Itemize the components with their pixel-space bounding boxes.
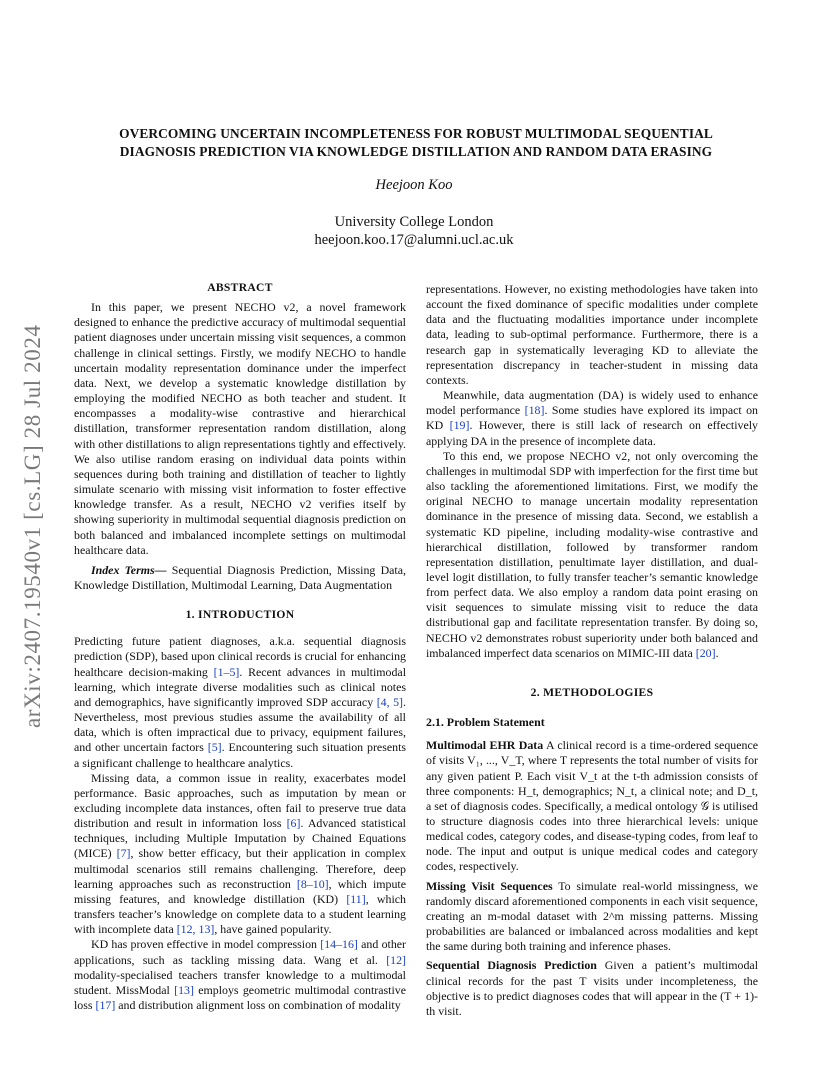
citation-link[interactable]: [1–5]	[213, 664, 240, 679]
citation-link[interactable]: [11]	[346, 891, 366, 906]
intro-p2-text-d: , which impute missing features, and knowledge distillation (KD)	[74, 876, 406, 906]
right-column	[426, 282, 758, 1019]
citation-link[interactable]: [7]	[116, 846, 131, 861]
right-paragraph-2	[426, 388, 758, 449]
abstract-heading: ABSTRACT	[207, 281, 273, 294]
intro-p1-text-a: Predicting future patient diagnoses, a.k.a. sequential diagnosis prediction (SDP), based upon clinical records is crucial for enhancing healthcare decision-making	[74, 634, 406, 679]
citation-link[interactable]: [6]	[286, 816, 301, 831]
index-terms-label: Index Terms—	[91, 562, 167, 577]
intro-paragraph-1	[74, 634, 406, 770]
missing-visit-paragraph	[426, 879, 758, 955]
citation-link[interactable]: [20]	[695, 645, 716, 660]
title-line-2: DIAGNOSIS PREDICTION VIA KNOWLEDGE DISTILLATION AND RANDOM DATA ERASING	[119, 143, 713, 159]
intro-p3-text-d: employs geometric multimodal contrastive loss	[74, 982, 406, 1013]
title-line-1: OVERCOMING UNCERTAIN INCOMPLETENESS FOR ROBUST MULTIMODAL SEQUENTIAL	[119, 126, 713, 141]
affiliation: University College London	[334, 214, 494, 230]
intro-p2-text-b: . Advanced statistical techniques, including Multiple Imputation by Chained Equations (MICE)	[74, 816, 406, 861]
intro-p2-text-a: Missing data, a common issue in reality, exacerbates model performance. Basic approaches, such as imputation by mean or excluding incomplete data instances, often fail to preserve true data distribution and result in information loss	[74, 770, 406, 831]
citation-link[interactable]: [12]	[386, 952, 406, 967]
right-paragraph-1: representations. However, no existing methodologies have taken into account the fixed dominance of specific modalities under complete data and the fluctuating modalities importance under incomplete data, leading to sub-optimal performance. Furthermore, there is a research gap in systematically leveraging KD to alleviate the representation discrepancy in teacher-student in missing data contexts.	[426, 282, 758, 387]
intro-p1-text-c: . Nevertheless, most previous studies assume the availability of all data, which is often impractical due to privacy, equipment failures, and other uncertain factors	[74, 694, 406, 755]
missing-visit-text: To simulate real-world missingness, we randomly discard aforementioned components in each visit sequence, creating an m-modal dataset with 2^m missing patterns. Missing probabilities are balanced or imbalanced across modalities and kept the same during both training and inference phases.	[426, 878, 758, 954]
ehr-text: A clinical record is a time-ordered sequence of visits V₁, ..., V_T, where T represents the total number of visits for any given patient P. Each visit V_t at the t-th admission consists of three components: H_t, demographics; N_t, a clinical note; and D_t, a set of diagnosis codes. Specifically, a medical ontology 𝒢 is utilised to structure diagnosis codes into three hierarchical levels: unique medical codes, category codes, and disease-typing codes, from leaf to node. The input and output is unique medical codes and category codes, respectively.	[426, 738, 758, 874]
citation-link[interactable]: [4, 5]	[376, 694, 404, 709]
citation-link[interactable]: [14–16]	[320, 937, 358, 952]
right-p3-text-a: To this end, we propose NECHO v2, not only overcoming the challenges in multimodal SDP with imperfection for the first time but also tackling the aforementioned limitations. First, we modify the original NECHO to manage uncertain modality representation dominance in the presence of missing data. Second, we establish a systematic KD pipeline, including modality-wise contrastive and hierarchical distillation, followed by transformer random representation distillation, penultimate layer distillation, and dual-level logit distillation, to fully transfer teacher’s semantic knowledge from perfect data. We also employ a random data point erasing on visit sequences to simulate missing visit to reduce the data distributional gap and facilitate representation transfer. By doing so, NECHO v2 demonstrates robust superiority under both balanced and imbalanced imperfect data scenarios on MIMIC-III data	[426, 448, 758, 660]
right-p2-text-c: . However, there is still lack of research on effectively applying DA in the presence of incomplete data.	[426, 418, 758, 448]
right-p3-text-b: .	[715, 645, 719, 660]
email: heejoon.koo.17@alumni.ucl.ac.uk	[314, 232, 514, 248]
intro-p1-text-d: . Encountering such situation presents a significant challenge to healthcare analytics.	[74, 740, 406, 770]
sdp-paragraph	[426, 958, 758, 1019]
intro-p3-text-b: and other applications, such as tackling missing data. Wang et al.	[74, 937, 407, 967]
intro-paragraph-3	[74, 937, 406, 1013]
methodologies-heading: 2. METHODOLOGIES	[530, 685, 654, 699]
sdp-label: Sequential Diagnosis Prediction	[426, 958, 597, 973]
citation-link[interactable]: [19]	[449, 418, 470, 433]
intro-p3-text-a: KD has proven effective in model compression	[91, 937, 321, 952]
abstract-text: In this paper, we present NECHO v2, a novel framework designed to enhance the predictive accuracy of multimodal sequential patient diagnoses under uncertain missing visit sequences, a common challenge in clinical settings. Firstly, we modify NECHO to handle uncertain modality representation dominance under the imperfect data. Next, we develop a systematic knowledge distillation by employing the modified NECHO as both teacher and student. It encompasses a modality-wise contrastive and hierarchical distillation, transformer representation random distillation, along with other distillations to align representations tightly and effectively. We also utilise random erasing on individual data points within sequences during both training and distillation of teacher to lightly simulate scenario with missing visit information to foster effective knowledge transfer. As a result, NECHO v2 verifies itself by showing superiority in multimodal sequential diagnosis prediction on both balanced and imbalanced incomplete settings on multimodal healthcare data.	[74, 300, 406, 557]
citation-link[interactable]: [18]	[524, 403, 545, 418]
arxiv-identifier: arXiv:2407.19540v1 [cs.LG] 28 Jul 2024	[20, 324, 45, 728]
paper-title	[86, 125, 746, 160]
intro-p3-text-e: and distribution alignment loss on combination of modality	[115, 998, 401, 1013]
citation-link[interactable]: [8–10]	[296, 876, 329, 891]
intro-p2-text-e: , which transfers teacher’s knowledge on complete data to a student learning with incomplete data	[74, 891, 406, 937]
author-name: Heejoon Koo	[375, 177, 453, 193]
intro-paragraph-2	[74, 771, 406, 938]
citation-link[interactable]: [12, 13]	[176, 922, 215, 937]
intro-p1-text-b: . Recent advances in multimodal learning, which integrate diverse modalities such as clinical notes and demographics, have significantly improved SDP accuracy	[74, 664, 407, 709]
ehr-label: Multimodal EHR Data	[426, 738, 544, 753]
index-terms	[74, 563, 406, 593]
right-paragraph-3	[426, 449, 758, 661]
citation-link[interactable]: [13]	[174, 982, 194, 997]
citation-link[interactable]: [5]	[207, 740, 222, 755]
sdp-text: Given a patient’s multimodal clinical records for the past T visits under incompleteness, the objective is to predict diagnoses codes that will appear in the (T + 1)-th visit.	[426, 958, 758, 1018]
intro-heading: 1. INTRODUCTION	[185, 608, 295, 622]
intro-p2-text-c: , show better efficacy, but their application in complex multimodal scenarios still remains challenging. Therefore, deep learning approaches such as reconstruction	[74, 846, 406, 891]
problem-statement-heading: 2.1. Problem Statement	[426, 715, 545, 730]
index-terms-text: Sequential Diagnosis Prediction, Missing Data, Knowledge Distillation, Multimodal Learning, Data Augmentation	[74, 562, 406, 592]
missing-visit-label: Missing Visit Sequences	[426, 878, 553, 893]
right-p2-text-b: . Some studies have explored its impact on KD	[426, 403, 758, 433]
right-p2-text-a: Meanwhile, data augmentation (DA) is widely used to enhance model performance	[426, 388, 758, 418]
ehr-paragraph	[426, 738, 758, 874]
left-column	[74, 280, 406, 1013]
intro-p3-text-c: modality-specialised teachers transfer knowledge to a multimodal student. MissModal	[74, 967, 406, 997]
intro-p2-text-f: , have gained popularity.	[214, 922, 332, 937]
citation-link[interactable]: [17]	[95, 998, 116, 1013]
affiliation-block	[0, 213, 828, 249]
